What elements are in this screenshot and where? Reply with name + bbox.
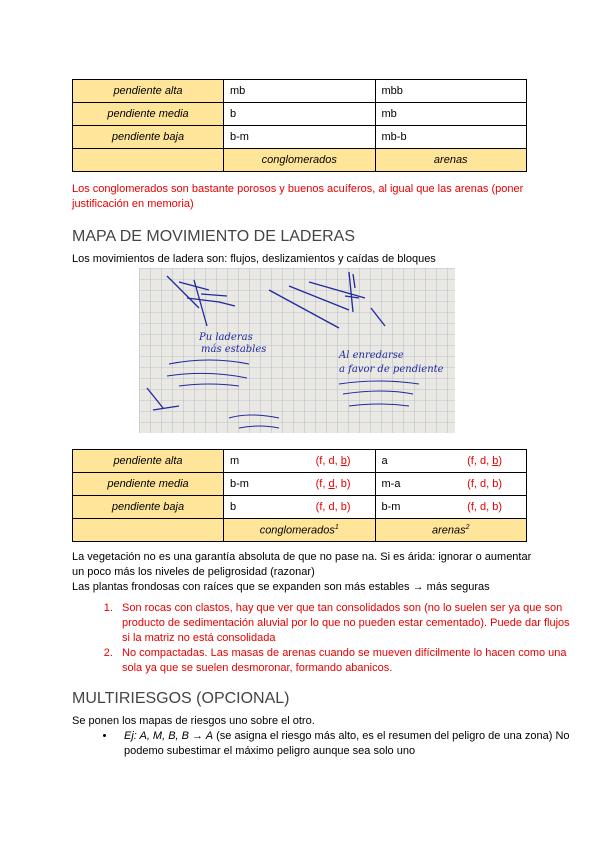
footnote-list [72,601,576,676]
column-footer [224,519,376,542]
table-cell: b-m [224,126,376,149]
row-label: pendiente alta [73,450,224,473]
table-cell [224,496,376,519]
movement-types: (f, d, b) [467,478,502,490]
footer-label: arenas [431,524,466,537]
column-footer: conglomerados [224,149,376,172]
handwriting-line: a favor de pendiente [339,364,444,375]
risk-value: b-m [381,501,401,513]
table-row [73,450,527,473]
table-row [73,103,527,126]
example-text: Ej: A, M, B, B → A [124,730,214,742]
table-cell [375,450,527,473]
footnote-ref: 2 [465,523,470,531]
risk-table-2 [72,449,527,542]
notebook-photo [139,268,455,433]
risk-table-1 [72,79,527,172]
risk-value: b [230,501,237,513]
bullet-list [72,729,576,759]
column-footer [375,519,527,542]
handwriting-line: Pu laderas [199,332,253,343]
row-label: pendiente media [73,473,224,496]
table-cell [224,450,376,473]
table-cell [224,473,376,496]
table-cell: b [224,103,376,126]
table-cell: mb [375,103,527,126]
empty-cell [73,519,224,542]
movement-types: (f, d, b) [467,455,502,467]
table-row [73,126,527,149]
empty-cell [73,149,224,172]
table-row [73,519,527,542]
movement-types: (f, d, b) [467,501,502,513]
risk-value: a [381,455,388,467]
movement-types: (f, d, b) [315,478,351,490]
intro-text: Los movimientos de ladera son: flujos, deslizamientos y caídas de bloques [72,253,436,265]
vegetation-paragraph: La vegetación no es una garantía absoluta de que no pase na. Si es árida: ignorar o aumentar un poco más los niveles de peligrosidad (razonar) [72,551,532,578]
table-cell: mbb [375,80,527,103]
table-row [73,149,527,172]
list-item: 1. Son rocas con clastos, hay que ver que tan consolidados son (no lo suelen ser ya que son producto de sedimentación aluvial por lo que no pueden estar cementado). Puede dar flujos si la matriz no está consolidada [116,601,576,646]
handwriting-line: más estables [201,344,267,355]
table-row [73,80,527,103]
section-title: MAPA DE MOVIMIENTO DE LADERAS [72,228,356,245]
list-item [116,729,576,759]
row-label: pendiente alta [73,80,224,103]
footer-label: conglomerados [259,524,335,537]
table-cell: mb-b [375,126,527,149]
row-label: pendiente baja [73,496,224,519]
row-label: pendiente media [73,103,224,126]
section-title: MULTIRIESGOS (OPCIONAL) [72,690,290,707]
column-footer: arenas [375,149,527,172]
table-cell [375,473,527,496]
intro-text: Se ponen los mapas de riesgos uno sobre el otro. [72,715,315,727]
risk-value: m [230,455,240,467]
table-row [73,473,527,496]
handwriting-line: Al enredarse [339,350,404,361]
bullet-text: (se asigna el riesgo más alto, es el resumen del peligro de una zona) No podemo subestimar el máximo peligro aunque sea solo uno [124,730,570,757]
plants-paragraph: Las plantas frondosas con raíces que se expanden son más estables → más seguras [72,581,490,593]
table-cell [375,496,527,519]
table-cell: mb [224,80,376,103]
risk-value: m-a [381,478,401,490]
note-porosity: Los conglomerados son bastante porosos y buenos acuíferos, al igual que las arenas (poner justificación en memoria) [72,183,524,210]
movement-types: (f, d, b) [315,501,351,513]
row-label: pendiente baja [73,126,224,149]
table-row [73,496,527,519]
footnote-ref: 1 [334,523,339,531]
risk-value: b-m [230,478,249,490]
list-item: 2. No compactadas. Las masas de arenas cuando se mueven difícilmente lo hacen como una sola ya que se suelen desmoronar, formando abanicos. [116,646,576,676]
movement-types: (f, d, b) [315,455,351,467]
